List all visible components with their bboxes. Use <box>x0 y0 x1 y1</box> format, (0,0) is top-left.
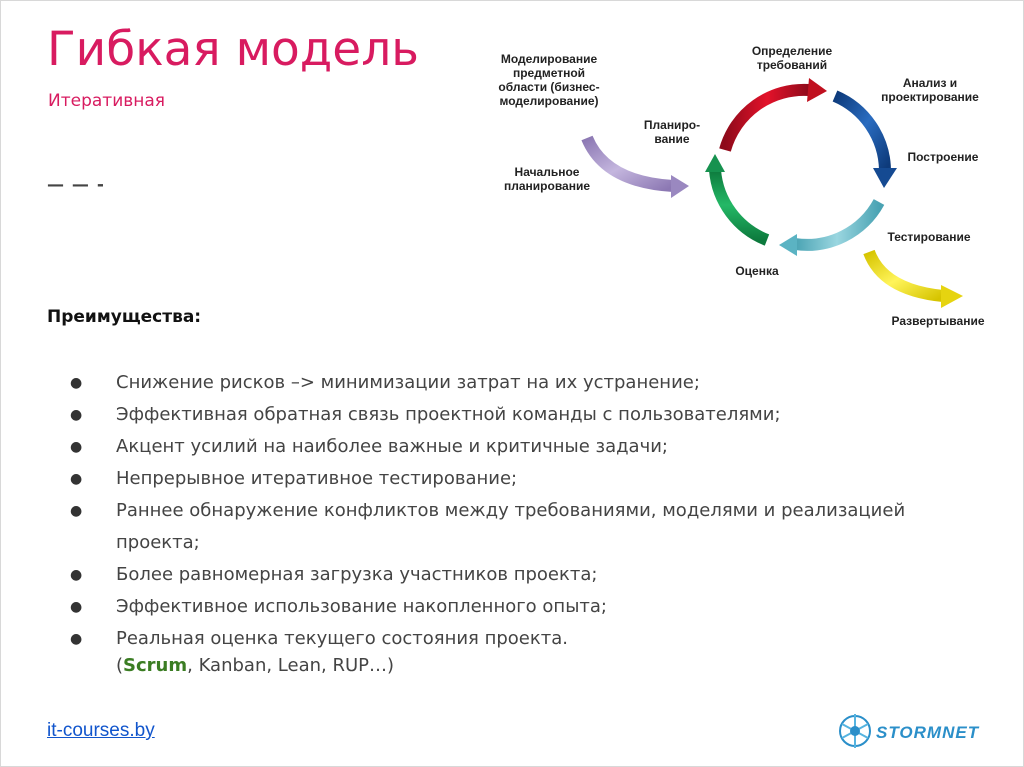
bullet-icon: ● <box>70 503 83 519</box>
stormnet-logo <box>834 710 1009 752</box>
bullet-icon: ● <box>70 439 83 455</box>
list-item-text: Непрерывное итеративное тестирование; <box>116 468 518 489</box>
footer-link[interactable]: it-courses.by <box>47 720 155 741</box>
label-requirements: Определение требований <box>751 44 833 72</box>
list-item <box>70 367 930 399</box>
list-item-text: Эффективная обратная связь проектной команды с пользователями; <box>116 404 781 425</box>
bullet-icon: ● <box>70 599 83 615</box>
label-deployment: Развертывание <box>891 314 985 328</box>
label-planning: Планиро- вание <box>643 118 701 146</box>
list-item <box>70 591 930 623</box>
arrow-green <box>715 170 767 240</box>
label-analysis: Анализ и проектирование <box>881 76 979 104</box>
arrowhead-green <box>705 154 725 172</box>
list-item-text: Эффективное использование накопленного опыта; <box>116 596 607 617</box>
arrowhead-purple <box>671 175 689 198</box>
arrow-red <box>725 90 809 150</box>
arrow-yellow <box>869 252 943 296</box>
list-item <box>70 431 930 463</box>
slide-subtitle: Итеративная <box>48 91 166 111</box>
label-modeling: Моделирование предметной области (бизнес- моделирование) <box>498 52 600 108</box>
arrow-blue <box>835 96 885 170</box>
arrowhead-blue <box>873 168 897 188</box>
label-initial-planning: Начальное планирование <box>503 165 591 193</box>
iterative-cycle-diagram <box>487 42 997 330</box>
list-item-text: Реальная оценка текущего состояния проекта. <box>116 628 568 649</box>
list-item <box>70 495 930 559</box>
list-item-text: Более равномерная загрузка участников проекта; <box>116 564 598 585</box>
bullet-icon: ● <box>70 631 83 647</box>
bullet-icon: ● <box>70 471 83 487</box>
list-item <box>70 463 930 495</box>
arrowhead-yellow <box>941 285 963 308</box>
methods-note <box>116 652 394 680</box>
advantages-heading: Преимущества: <box>47 307 202 327</box>
list-item-text: Акцент усилий на наиболее важные и критичные задачи; <box>116 436 668 457</box>
bullet-icon: ● <box>70 407 83 423</box>
label-building: Построение <box>907 150 979 164</box>
bullet-icon: ● <box>70 567 83 583</box>
list-item-text: Снижение рисков –> минимизации затрат на их устранение; <box>116 372 700 393</box>
slide-title: Гибкая модель <box>47 22 419 77</box>
list-item <box>70 623 930 655</box>
logo-text: STORMNET <box>876 723 980 742</box>
advantages-list <box>70 367 930 655</box>
dash-decoration: — — - <box>47 175 105 195</box>
list-item <box>70 399 930 431</box>
arrowhead-cyan <box>779 234 797 256</box>
label-evaluation: Оценка <box>735 264 779 278</box>
label-testing: Тестирование <box>887 230 971 244</box>
methods-note-rest: , Kanban, Lean, RUP…) <box>187 655 395 676</box>
methods-note-scrum: Scrum <box>123 655 188 676</box>
list-item <box>70 559 930 591</box>
bullet-icon: ● <box>70 375 83 391</box>
arrowhead-red <box>807 78 827 102</box>
arrow-cyan <box>795 202 879 245</box>
list-item-text: Раннее обнаружение конфликтов между требованиями, моделями и реализацией проекта; <box>116 500 906 553</box>
methods-note-open: ( <box>116 655 124 676</box>
stormnet-logo-icon <box>834 710 1009 752</box>
